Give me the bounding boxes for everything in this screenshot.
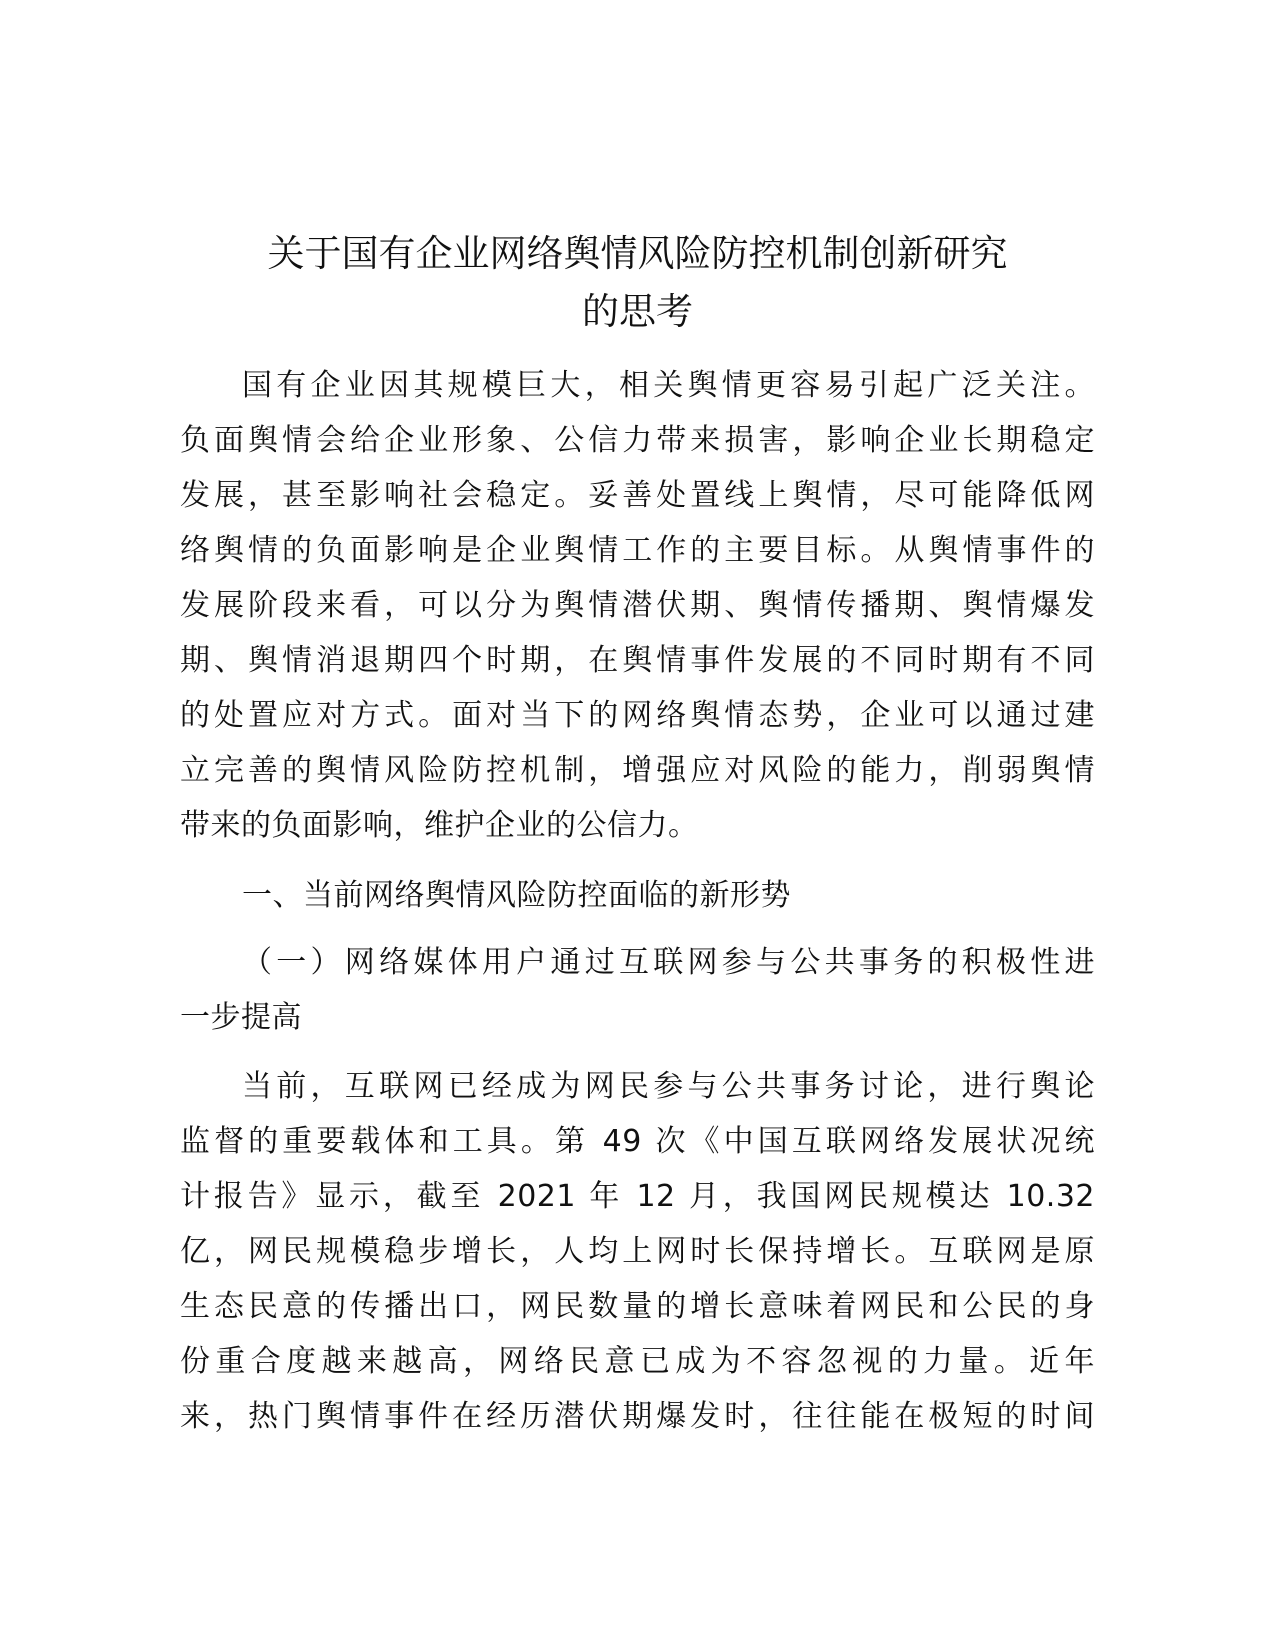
- text-line: （一）网络媒体用户通过互联网参与公共事务的积极性进: [242, 945, 1095, 980]
- text-line: 计报告》显示，截至 2021 年 12 月，我国网民规模达 10.32: [180, 1179, 1095, 1214]
- document-title: [180, 225, 1095, 341]
- title-line-2: 的思考: [582, 290, 693, 333]
- text-line: 来，热门舆情事件在经历潜伏期爆发时，往往能在极短的时间: [180, 1399, 1095, 1434]
- text-line: 负面舆情会给企业形象、公信力带来损害，影响企业长期稳定: [180, 423, 1095, 458]
- text-line: 发展阶段来看，可以分为舆情潜伏期、舆情传播期、舆情爆发: [180, 588, 1095, 623]
- text-line: 生态民意的传播出口，网民数量的增长意味着网民和公民的身: [180, 1289, 1095, 1324]
- title-line-1: 关于国有企业网络舆情风险防控机制创新研究: [267, 232, 1008, 275]
- text-line: 期、舆情消退期四个时期，在舆情事件发展的不同时期有不同: [180, 643, 1095, 678]
- text-line: 监督的重要载体和工具。第 49 次《中国互联网络发展状况统: [180, 1124, 1095, 1159]
- text-line: 亿，网民规模稳步增长，人均上网时长保持增长。互联网是原: [180, 1234, 1095, 1269]
- text-line: 份重合度越来越高，网络民意已成为不容忽视的力量。近年: [180, 1344, 1095, 1379]
- text-line: 当前，互联网已经成为网民参与公共事务讨论，进行舆论: [242, 1069, 1095, 1104]
- text-line: 国有企业因其规模巨大，相关舆情更容易引起广泛关注。: [242, 368, 1095, 403]
- text-line: 络舆情的负面影响是企业舆情工作的主要目标。从舆情事件的: [180, 533, 1095, 568]
- text-line: 带来的负面影响，维护企业的公信力。: [180, 808, 699, 843]
- text-line: 发展，甚至影响社会稳定。妥善处置线上舆情，尽可能降低网: [180, 478, 1095, 513]
- text-line: 的处置应对方式。面对当下的网络舆情态势，企业可以通过建: [180, 698, 1095, 733]
- text-line: 一步提高: [180, 1000, 302, 1035]
- text-line: 立完善的舆情风险防控机制，增强应对风险的能力，削弱舆情: [180, 753, 1095, 788]
- text-line: 一、当前网络舆情风险防控面临的新形势: [242, 878, 791, 913]
